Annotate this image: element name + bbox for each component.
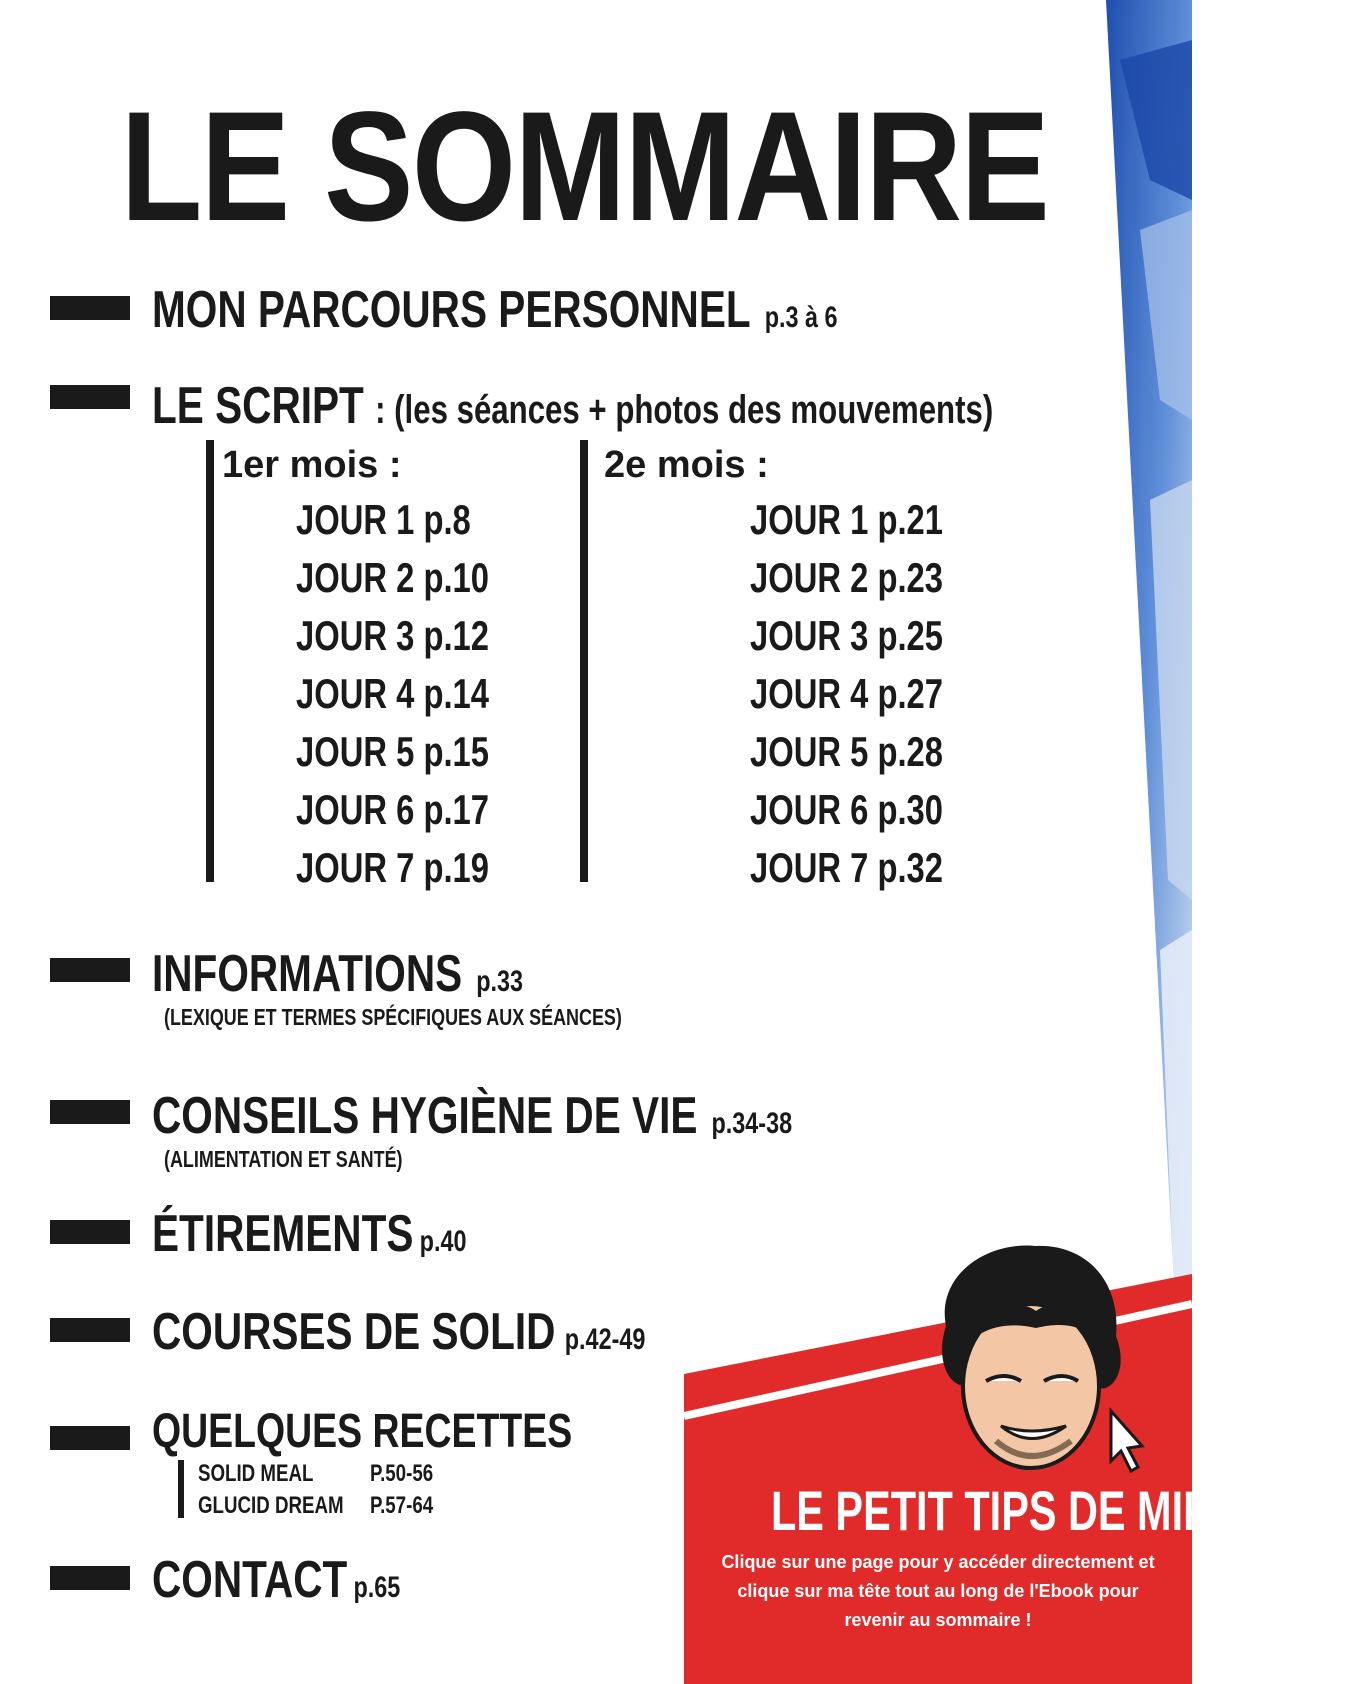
day-link[interactable]: JOUR 2 p.23 bbox=[750, 554, 944, 601]
toc-page: p.65 bbox=[353, 1571, 401, 1604]
toc-item-etirements[interactable] bbox=[152, 1204, 555, 1264]
toc-item-contact[interactable] bbox=[152, 1550, 470, 1610]
day-link[interactable]: JOUR 5 p.15 bbox=[296, 728, 490, 775]
toc-item-recettes bbox=[152, 1404, 691, 1459]
toc-subtitle: (ALIMENTATION ET SANTÉ) bbox=[164, 1146, 403, 1172]
toc-label: CONTACT bbox=[152, 1551, 348, 1609]
mike-avatar-icon[interactable] bbox=[906, 1236, 1156, 1486]
bullet-bar bbox=[50, 1100, 130, 1124]
day-link[interactable]: JOUR 2 p.10 bbox=[296, 554, 490, 601]
toc-page: p.33 bbox=[476, 965, 524, 998]
month-label-1: 1er mois : bbox=[222, 444, 402, 486]
day-link[interactable]: JOUR 5 p.28 bbox=[750, 728, 944, 775]
toc-item-informations[interactable] bbox=[152, 944, 628, 1004]
bullet-bar bbox=[50, 1220, 130, 1244]
day-link[interactable]: JOUR 7 p.32 bbox=[750, 844, 944, 891]
day-link[interactable]: JOUR 3 p.12 bbox=[296, 612, 490, 659]
toc-item-script bbox=[152, 376, 1231, 436]
toc-label: COURSES DE SOLID bbox=[152, 1303, 556, 1361]
day-link[interactable]: JOUR 4 p.14 bbox=[296, 670, 490, 717]
toc-label: MON PARCOURS PERSONNEL bbox=[152, 281, 751, 339]
day-link[interactable]: JOUR 7 p.19 bbox=[296, 844, 490, 891]
toc-label: ÉTIREMENTS bbox=[152, 1205, 414, 1263]
page-title: LE SOMMAIRE bbox=[120, 80, 1049, 254]
column-divider bbox=[580, 440, 588, 882]
day-link[interactable]: JOUR 6 p.17 bbox=[296, 786, 490, 833]
toc-page: p.34-38 bbox=[711, 1107, 793, 1140]
toc-page: p.42-49 bbox=[564, 1323, 646, 1356]
toc-item-conseils[interactable] bbox=[152, 1086, 973, 1146]
toc-label: LE SCRIPT bbox=[152, 377, 364, 435]
recipe-divider bbox=[178, 1460, 184, 1518]
toc-label: QUELQUES RECETTES bbox=[152, 1405, 573, 1458]
day-link[interactable]: JOUR 4 p.27 bbox=[750, 670, 944, 717]
bullet-bar bbox=[50, 296, 130, 320]
toc-subtitle: (LEXIQUE ET TERMES SPÉCIFIQUES AUX SÉANCES) bbox=[164, 1004, 622, 1030]
month-label-2: 2e mois : bbox=[604, 444, 769, 486]
tips-text: Clique sur une page pour y accéder directement et clique sur ma tête tout au long de l'Ebook pour revenir au sommaire ! bbox=[721, 1552, 1155, 1630]
tips-title: LE PETIT TIPS DE MIKE ! bbox=[770, 1479, 1266, 1542]
bullet-bar bbox=[50, 958, 130, 982]
day-link[interactable]: JOUR 3 p.25 bbox=[750, 612, 944, 659]
day-link[interactable]: JOUR 1 p.8 bbox=[296, 496, 471, 543]
bullet-bar bbox=[50, 1426, 130, 1450]
day-link[interactable]: JOUR 6 p.30 bbox=[750, 786, 944, 833]
toc-page: p.40 bbox=[419, 1225, 467, 1258]
recipe-glucid-dream[interactable]: GLUCID DREAM P.57-64 bbox=[198, 1492, 434, 1519]
column-divider bbox=[206, 440, 214, 882]
bullet-bar bbox=[50, 385, 130, 409]
toc-description: : (les séances + photos des mouvements) bbox=[375, 388, 994, 432]
recipe-solid-meal[interactable]: SOLID MEAL P.50-56 bbox=[198, 1460, 434, 1487]
bullet-bar bbox=[50, 1318, 130, 1342]
toc-label: INFORMATIONS bbox=[152, 945, 463, 1003]
toc-page: p.3 à 6 bbox=[764, 301, 838, 334]
day-link[interactable]: JOUR 1 p.21 bbox=[750, 496, 944, 543]
toc-label: CONSEILS HYGIÈNE DE VIE bbox=[152, 1087, 698, 1145]
toc-item-parcours[interactable] bbox=[152, 280, 1031, 340]
bullet-bar bbox=[50, 1566, 130, 1590]
